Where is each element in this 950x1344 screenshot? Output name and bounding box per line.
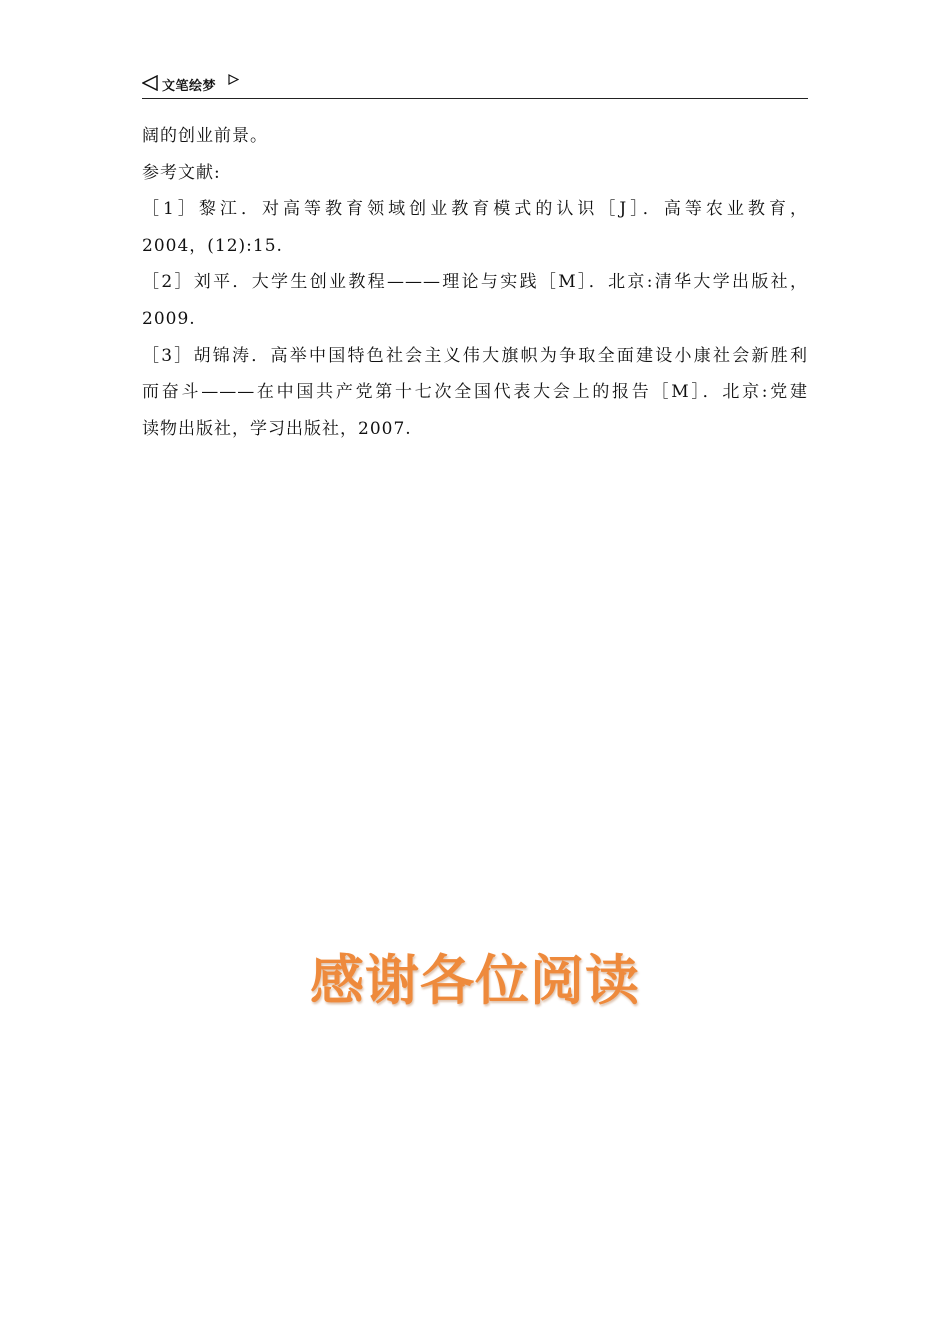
reference-3-line-1: ［3］胡锦涛．高举中国特色社会主义伟大旗帜为争取全面建设小康社会新胜利 <box>142 345 808 366</box>
reference-2-line-2: 2009. <box>142 308 196 329</box>
triangle-left-icon <box>142 75 158 91</box>
reference-3-line-3: 读物出版社，学习出版社，2007. <box>142 418 412 439</box>
header-title: 文笔绘梦 <box>162 79 217 94</box>
reference-2-line-1: ［2］刘平．大学生创业教程———理论与实践［M］．北京:清华大学出版社， <box>142 272 808 293</box>
reference-1-line-1: ［1］黎江．对高等教育领域创业教育模式的认识［J］．高等农业教育， <box>142 199 808 220</box>
paragraph-line: 阔的创业前景。 <box>142 126 268 146</box>
page-header <box>142 70 808 99</box>
thanks-banner: 感谢各位阅读 <box>310 949 640 1012</box>
reference-3-line-2: 而奋斗———在中国共产党第十七次全国代表大会上的报告［M］．北京:党建 <box>142 382 808 403</box>
reference-1-line-2: 2004，(12):15. <box>142 235 283 256</box>
triangle-right-icon <box>228 74 239 85</box>
references-heading: 参考文献: <box>142 162 221 183</box>
document-body <box>142 118 808 447</box>
